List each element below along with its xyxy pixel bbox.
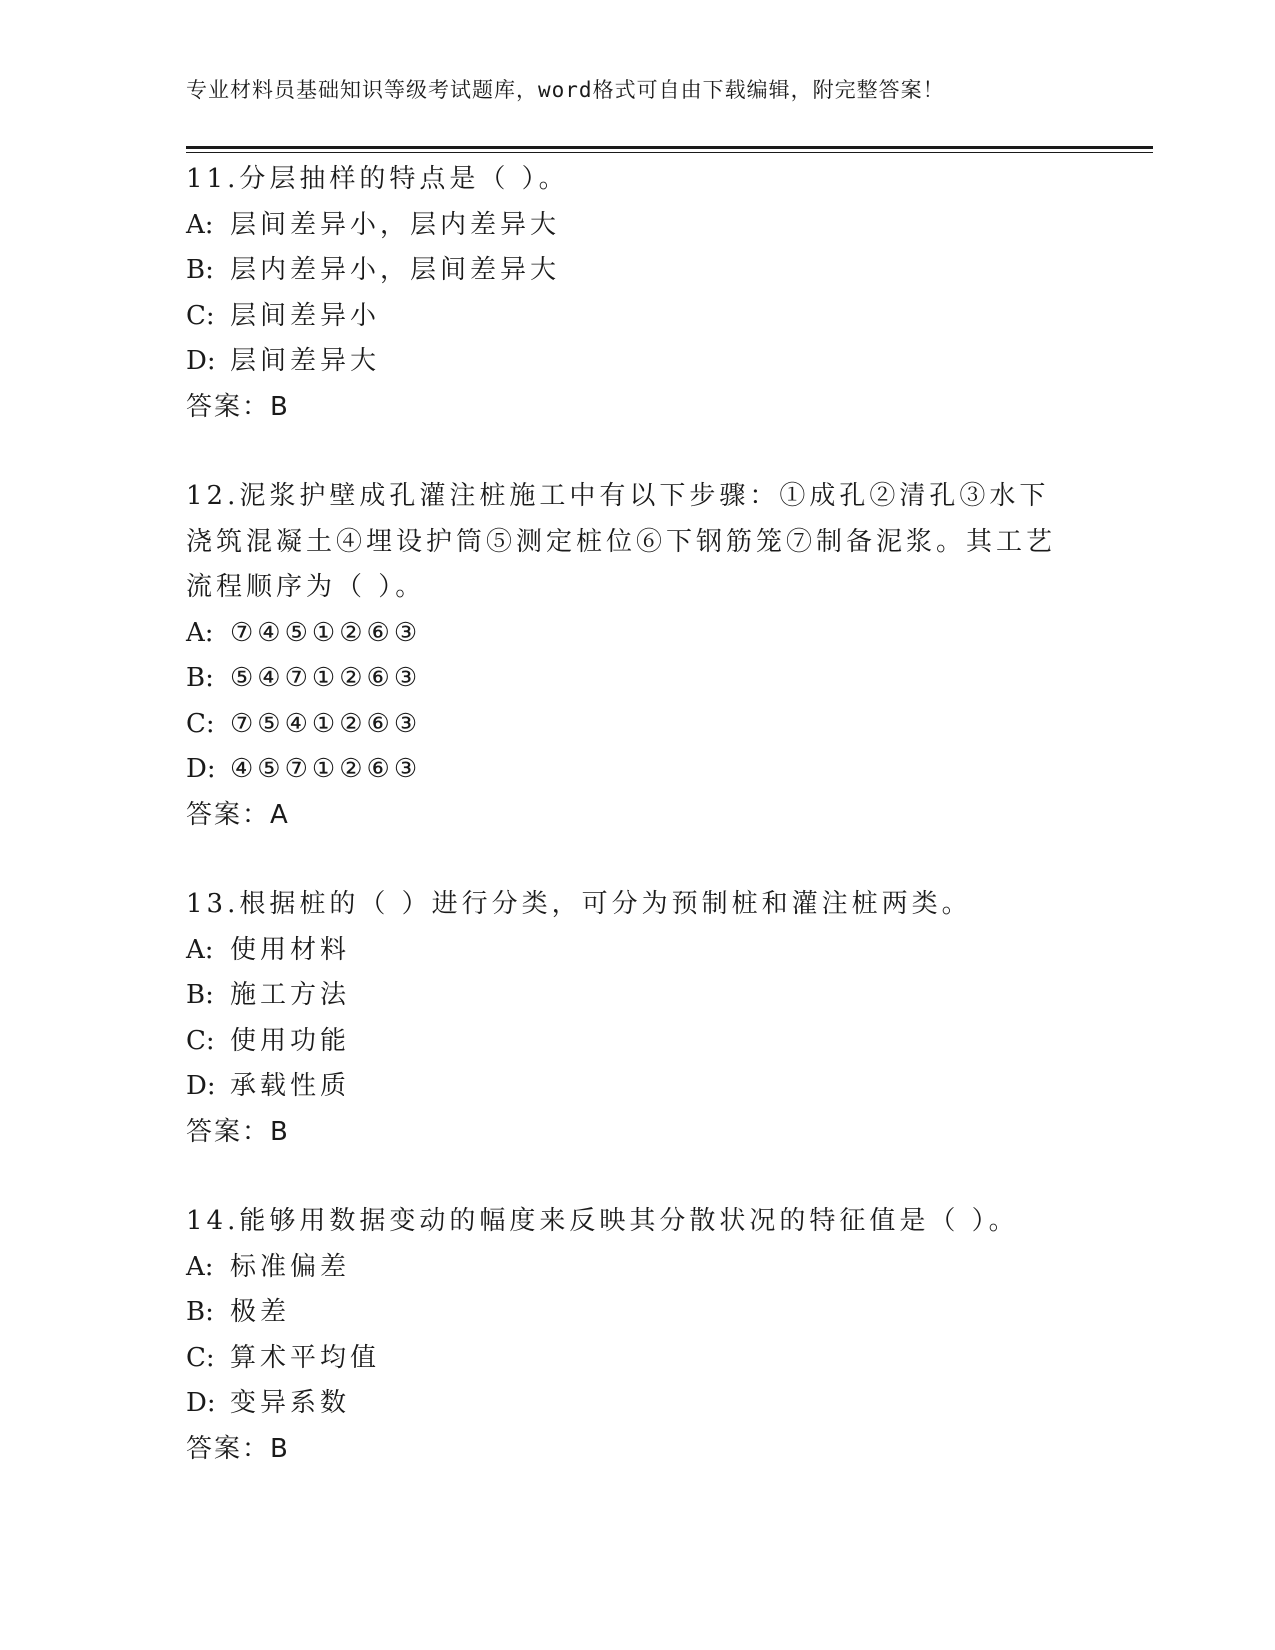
header-rule-thin	[186, 152, 1153, 153]
option-b	[186, 656, 1086, 702]
option-d	[186, 339, 1086, 385]
question-12	[186, 474, 1086, 838]
option-text: ④⑤⑦①②⑥③	[230, 754, 422, 784]
option-letter: A:	[186, 934, 214, 965]
option-d	[186, 747, 1086, 793]
option-letter: B:	[186, 663, 214, 693]
question-text: 13.根据桩的（ ）进行分类，可分为预制桩和灌注桩两类。	[186, 889, 972, 919]
option-letter: C:	[186, 300, 215, 331]
option-letter: C:	[186, 708, 215, 739]
option-letter: A:	[186, 617, 214, 648]
option-text: 变异系数	[230, 1388, 351, 1418]
option-text: 施工方法	[230, 980, 351, 1010]
option-letter: C:	[186, 1025, 215, 1056]
question-13	[186, 882, 1086, 1155]
option-letter: A:	[186, 209, 214, 240]
header-rule-thick	[186, 146, 1153, 149]
option-text: 算术平均值	[230, 1342, 381, 1373]
option-d	[186, 1381, 1086, 1427]
option-c	[186, 1019, 1086, 1065]
option-c	[186, 1336, 1086, 1382]
answer: 答案：A	[186, 799, 290, 830]
option-b	[186, 973, 1086, 1019]
option-letter: C:	[186, 1342, 215, 1373]
option-a	[186, 611, 1086, 657]
question-list	[186, 157, 1086, 1516]
option-c	[186, 294, 1086, 340]
answer: 答案：B	[186, 391, 290, 422]
option-a	[186, 1245, 1086, 1291]
answer: 答案：B	[186, 1433, 290, 1464]
option-letter: A:	[186, 1251, 214, 1282]
option-letter: D:	[186, 346, 216, 376]
answer: 答案：B	[186, 1116, 290, 1147]
question-text: 12.泥浆护壁成孔灌注桩施工中有以下步骤：①成孔②清孔③水下浇筑混凝土④埋设护筒⑤测定桩位⑥下钢筋笼⑦制备泥浆。其工艺流程顺序为（ ）。	[186, 481, 1057, 602]
option-letter: D:	[186, 754, 216, 784]
option-text: 极差	[230, 1297, 291, 1327]
option-text: ⑦⑤④①②⑥③	[230, 708, 422, 739]
option-a	[186, 203, 1086, 249]
option-text: ⑦④⑤①②⑥③	[230, 617, 422, 648]
option-b	[186, 248, 1086, 294]
question-11	[186, 157, 1086, 430]
option-letter: D:	[186, 1388, 216, 1418]
option-a	[186, 928, 1086, 974]
option-text: ⑤④⑦①②⑥③	[230, 663, 422, 693]
option-d	[186, 1064, 1086, 1110]
option-letter: B:	[186, 1297, 214, 1327]
option-text: 使用材料	[230, 934, 351, 965]
question-text: 14.能够用数据变动的幅度来反映其分散状况的特征值是（ ）。	[186, 1206, 1019, 1236]
option-letter: B:	[186, 980, 214, 1010]
option-b	[186, 1290, 1086, 1336]
page-header: 专业材料员基础知识等级考试题库，word格式可自由下载编辑，附完整答案！	[186, 78, 945, 102]
question-14	[186, 1199, 1086, 1472]
option-text: 层间差异小，层内差异大	[230, 209, 561, 240]
option-text: 层间差异大	[230, 346, 381, 376]
option-text: 层内差异小，层间差异大	[230, 255, 561, 285]
option-text: 承载性质	[230, 1071, 351, 1101]
question-text: 11.分层抽样的特点是（ ）。	[186, 164, 569, 194]
option-letter: B:	[186, 255, 214, 285]
option-text: 使用功能	[230, 1025, 351, 1056]
option-text: 层间差异小	[230, 300, 381, 331]
option-letter: D:	[186, 1071, 216, 1101]
option-text: 标准偏差	[230, 1251, 351, 1282]
option-c	[186, 702, 1086, 748]
